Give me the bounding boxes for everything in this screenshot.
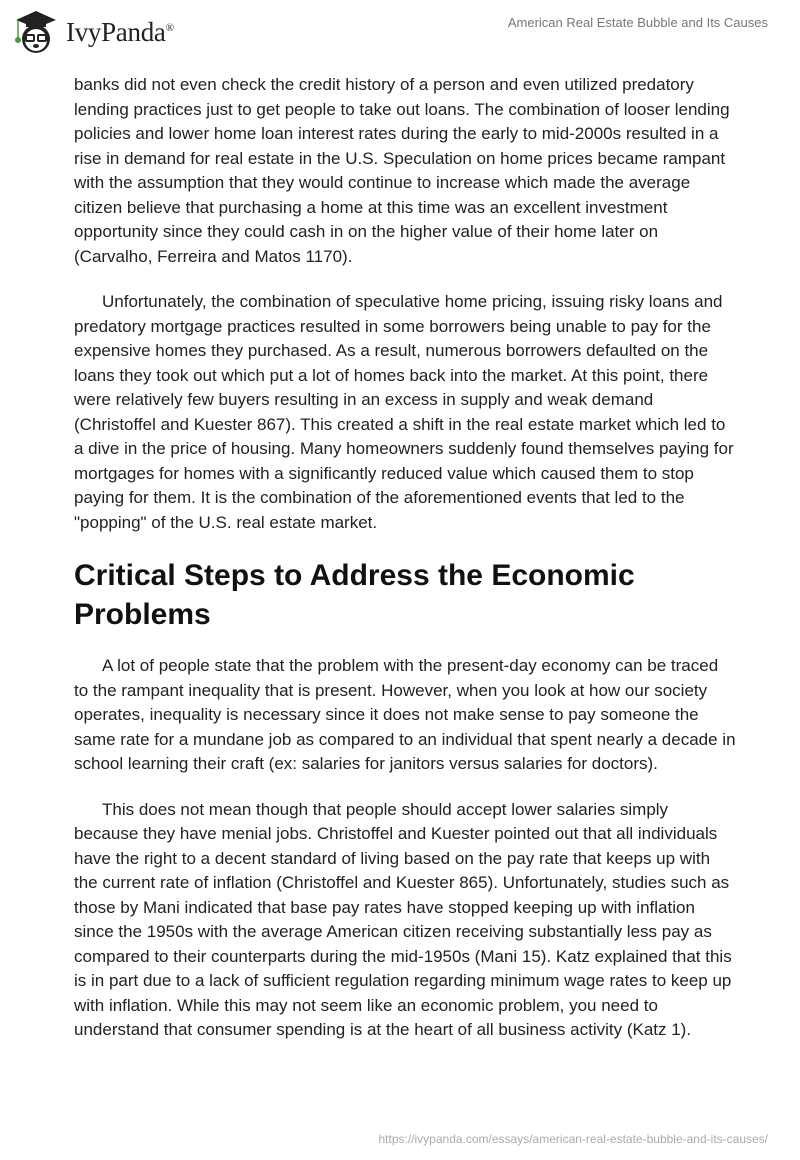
ivypanda-logo[interactable]	[12, 8, 174, 56]
text-line: same rate for a mundane job as compared to an individual that spent nearly a decade in	[74, 729, 736, 749]
text-line: understand that consumer spending is at the heart of all business activity (Katz 1).	[74, 1020, 692, 1039]
paragraph	[74, 654, 754, 777]
text-line: because they have menial jobs. Christoffel and Kuester pointed out that all individuals	[74, 824, 718, 843]
source-url[interactable]: https://ivypanda.com/essays/american-real-estate-bubble-and-its-causes/	[378, 1132, 768, 1146]
paragraph	[74, 798, 754, 1043]
text-line: with the assumption that they would continue to increase which made the average	[74, 173, 691, 192]
text-line: the current rate of inflation (Christoffel and Kuester 865). Unfortunately, studies such as	[74, 873, 730, 892]
logo-text: IvyPanda®	[66, 16, 174, 47]
text-line: expensive homes they purchased. As a result, numerous borrowers defaulted on the	[74, 341, 709, 360]
text-line: citizen believe that purchasing a home at this time was an excellent investment	[74, 197, 668, 217]
text-line: paying for them. It is the combination of the aforementioned events that led to the	[74, 488, 685, 507]
heading-line: Problems	[74, 598, 211, 631]
heading-line: Critical Steps to Address the Economic	[74, 559, 635, 592]
text-line: A lot of people state that the problem with the present-day economy can be traced	[102, 656, 719, 675]
section-heading	[74, 556, 754, 634]
text-line: (Christoffel and Kuester 867). This created a shift in the real estate market which led to	[74, 414, 726, 434]
text-line: school learning their craft (ex: salaries for janitors versus salaries for doctors).	[74, 754, 658, 773]
text-line: with inflation. While this may not seem like an economic problem, you need to	[74, 995, 658, 1015]
text-line: "popping" of the U.S. real estate market.	[74, 512, 378, 532]
paragraph	[74, 290, 754, 535]
text-line: opportunity since they could cash in on the higher value of their home later on	[74, 222, 659, 241]
text-line: lending practices just to get people to take out loans. The combination of looser lending	[74, 99, 730, 119]
paragraph	[74, 73, 754, 269]
text-line: predatory mortgage practices resulted in some borrowers being unable to pay for the	[74, 316, 711, 336]
text-line: to the rampant inequality that is present. However, when you look at how our society	[74, 680, 708, 700]
text-line: a dive in the price of housing. Many homeowners suddenly found themselves paying for	[74, 439, 734, 458]
text-line: compared to their counterparts during the mid-1950s (Mani 15). Katz explained that this	[74, 946, 732, 966]
text-line: loans they took out which put a lot of homes back into the market. At this point, there	[74, 365, 709, 385]
page-header	[0, 0, 800, 60]
text-line: Unfortunately, the combination of speculative home pricing, issuing risky loans and	[102, 292, 723, 311]
text-line: have the right to a decent standard of living based on the pay rate that keeps up with	[74, 848, 711, 868]
text-line: operates, inequality is necessary since it does not make sense to pay someone the	[74, 705, 699, 724]
panda-logo-icon	[12, 8, 60, 56]
document-title: American Real Estate Bubble and Its Causes	[507, 15, 768, 30]
text-line: (Carvalho, Ferreira and Matos 1170).	[74, 246, 353, 266]
text-line: those by Mani indicated that base pay rates have stopped keeping up with inflation	[74, 897, 695, 917]
text-line: were relatively few buyers resulting in an excess in supply and weak demand	[74, 390, 654, 409]
text-line: rise in demand for real estate in the U.S. Speculation on home prices became rampant	[74, 148, 726, 168]
text-line: This does not mean though that people should accept lower salaries simply	[102, 799, 669, 819]
text-line: since the 1950s with the average American citizen receiving substantially less pay as	[74, 922, 712, 941]
essay-content	[74, 73, 754, 1064]
text-line: policies and lower home loan interest rates during the early to mid-2000s resulted in a	[74, 124, 719, 143]
text-line: mortgages for homes with a significantly reduced value which caused them to stop	[74, 463, 694, 483]
text-line: banks did not even check the credit history of a person and even utilized predatory	[74, 75, 694, 94]
text-line: is in part due to a lack of sufficient regulation regarding minimum wage rates to keep up	[74, 971, 732, 990]
